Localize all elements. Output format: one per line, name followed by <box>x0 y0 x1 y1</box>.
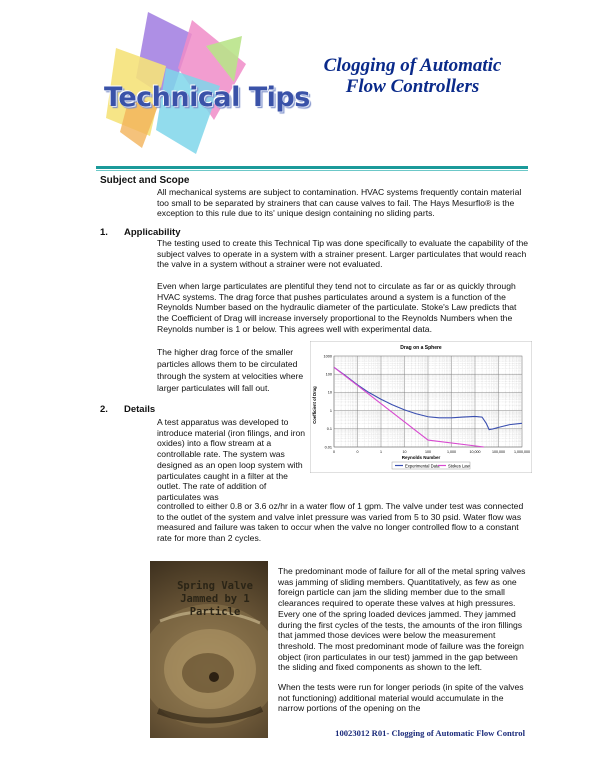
x-tick-label: 1,000 <box>447 450 456 454</box>
applicability-paragraph-1: The testing used to create this Technical Tip was done specifically to evaluate the capability of the subject valves to operate in a system with a strainer present. Larger particulates that would reach the valve in a system without a strainer were not evaluated. <box>157 238 529 270</box>
y-tick-label: 0.1 <box>326 427 332 432</box>
drag-on-sphere-chart <box>310 341 532 473</box>
y-tick-label: 10 <box>327 390 332 395</box>
header-rule <box>96 166 528 169</box>
y-tick-label: 1 <box>329 408 332 413</box>
x-tick-label: 10,000 <box>469 450 481 454</box>
title-line-1: Clogging of Automatic <box>323 55 502 76</box>
heading-applicability: Applicability <box>124 227 181 238</box>
details-paragraph-2: controlled to either 0.8 or 3.6 oz/hr in a water flow of 1 gpm. The valve under test was connected to the outlet of the system and valve inlet pressure was varied from 5 to 30 psid. Water flow was measured and failure was taken to occur when the valve no longer controlled flow to a constant rate for more than 2 cycles. <box>157 501 524 544</box>
details-paragraph-4: When the tests were run for longer periods (in spite of the valves not functioning) additional material would accumulate in the narrow portions of the opening on the <box>278 682 524 714</box>
y-tick-label: 100 <box>325 372 332 377</box>
chart-x-axis-label: Reynolds Number <box>401 455 441 460</box>
details-paragraph-1: A test apparatus was developed to introduce material (iron filings, and iron oxides) into a flow stream at a controllable rate. The system was designed as an open loop system with particulates caught in a filter at the outlet. The rate of addition of particulates was <box>157 417 306 502</box>
x-tick-label: 0 <box>333 450 335 454</box>
x-tick-label: 10 <box>402 450 407 454</box>
heading-subject-scope: Subject and Scope <box>100 175 190 186</box>
x-tick-label: 100,000 <box>492 450 505 454</box>
legend-label-experimental: Experimental Data <box>405 463 440 469</box>
chart-grid <box>334 356 522 447</box>
title-line-2: Flow Controllers <box>345 76 480 97</box>
chart-y-axis-label: Coefficient of Drag <box>312 386 317 424</box>
chart-title: Drag on a Sphere <box>400 345 442 351</box>
photo-caption <box>160 580 270 619</box>
footer-document-id: 10023012 R01- Clogging of Automatic Flow Control <box>335 728 525 738</box>
section-number-details: 2. <box>100 404 108 415</box>
logo-text: Technical Tips <box>104 82 310 113</box>
chart-legend <box>392 462 471 469</box>
details-paragraph-3: The predominant mode of failure for all of the metal spring valves was jamming of sliding members. Quantitatively, as few as one foreign particle can jam the sliding member due to the small clearances required to operate these valves at high pressures. Every one of the spring loaded devices jammed. They jammed during the first cycles of the tests, the amounts of the iron fillings that jammed those devices were below the measurement threshold. The most predominant mode of failure was the foreign object (iron particulates in our test) jammed in the gap between the sliding and fixed components as shown to the left. <box>278 566 526 673</box>
photo-caption-line-2: Jammed by 1 <box>180 593 250 605</box>
x-tick-label: 1 <box>380 450 382 454</box>
subject-paragraph: All mechanical systems are subject to contamination. HVAC systems frequently contain material too small to be separated by strainers that can cause valves to fail. The Hays Mesurflo® is the exception to this rule due to its' unique design containing no sliding parts. <box>157 187 522 219</box>
x-tick-label: 100 <box>425 450 431 454</box>
y-tick-label: 0.01 <box>324 445 332 450</box>
photo-caption-line-1: Spring Valve <box>177 580 253 592</box>
heading-details: Details <box>124 404 156 415</box>
header-rule-thin <box>96 170 528 171</box>
applicability-paragraph-3: The higher drag force of the smaller particles allows them to be circulated through the system at velocities where larger particulates will fall out. <box>157 347 304 393</box>
y-tick-label: 1000 <box>323 354 332 359</box>
legend-label-stokes: Stokes Law <box>448 463 470 469</box>
document-title <box>300 55 525 97</box>
section-number-applicability: 1. <box>100 227 108 238</box>
x-tick-label: 0 <box>356 450 359 454</box>
x-tick-label: 1,000,000 <box>514 450 530 454</box>
applicability-paragraph-2: Even when large particulates are plentiful they tend not to circulate as far or as quickly through HVAC systems. The drag force that pushes particulates around a system is a function of the Reynolds Number based on the hydraulic diameter of the particulate. Stoke's Law predicts that the Coefficient of Drag will increase inversely proportional to the Reynolds Numbers when the Reynolds number is 1 or below. This agrees well with experimental data. <box>157 281 517 334</box>
photo-caption-line-3: Particle <box>189 606 241 618</box>
